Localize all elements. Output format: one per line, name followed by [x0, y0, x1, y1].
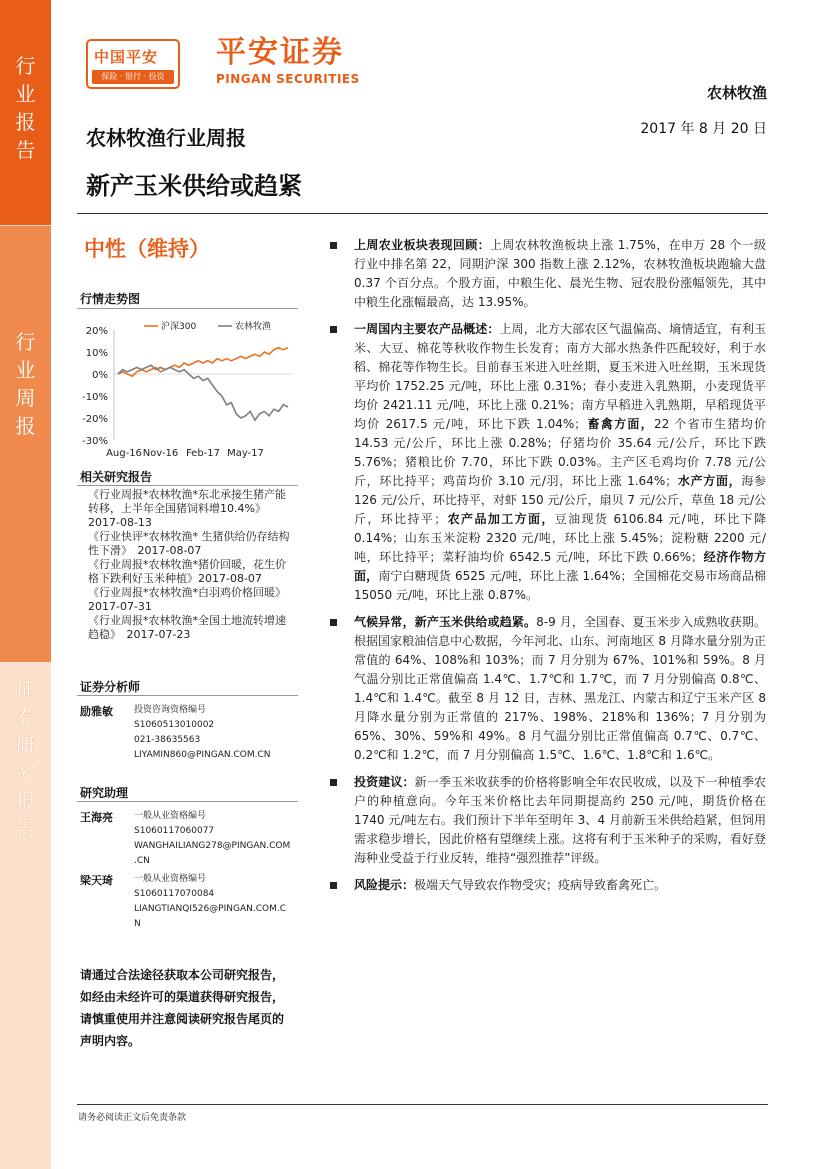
- assistant-title: 研究助理: [80, 786, 129, 800]
- sidebar-char: 报: [15, 414, 36, 438]
- assistant-email-cont: N: [134, 919, 141, 929]
- assistant-cert-label: 一般从业资格编号: [134, 811, 207, 821]
- sidebar-char: 报: [15, 789, 36, 813]
- y-tick-label: 20%: [85, 326, 108, 337]
- sidebar: [0, 0, 51, 1169]
- sidebar-char: 行: [15, 330, 36, 354]
- assistant-name: 梁天琦: [80, 874, 113, 887]
- assistant-cert-no: S1060117070084: [134, 889, 215, 899]
- assistant-cert-label: 一般从业资格编号: [134, 874, 207, 884]
- trend-divider: [77, 308, 298, 309]
- y-tick-label: 10%: [85, 348, 108, 359]
- bullet-subhead: 畜禽方面，: [586, 417, 654, 431]
- brand-cn: 平安证券: [216, 35, 344, 70]
- bullet-text: 新一季玉米收获季的价格将影响全年农民收成，以及下一种植季农户的种植意向。今年玉米价格比去年同期提高约 250 元/吨，期货价格在 1740 元/吨左右。我们预计下半年至明年 3、4 月前新玉米供给趋紧，但饲用需求稳步增长，因此价格有望继续上涨。这将有利于玉米种子的采购，看好登海种业受益于行业反转，维持“强烈推荐”评级。: [354, 775, 766, 865]
- sidebar-char: 报: [15, 110, 36, 134]
- x-tick-label: Nov-16: [142, 448, 179, 459]
- y-tick-label: -20%: [82, 414, 108, 425]
- series-line-agri: [118, 365, 288, 420]
- summary-bullets: [330, 236, 766, 903]
- sidebar-char: 告: [15, 817, 36, 841]
- bullet-lead: 投资建议：: [354, 775, 415, 789]
- bullet-square-icon: [330, 326, 337, 333]
- bullet-square-icon: [330, 882, 337, 889]
- x-tick-label: Feb-17: [185, 448, 221, 459]
- headline: 新产玉米供给或趋紧: [86, 172, 302, 200]
- bullet-square-icon: [330, 779, 337, 786]
- pingan-logo: [86, 39, 180, 89]
- trend-title: 行情走势图: [80, 292, 141, 306]
- analyst-name: 励雅敏: [80, 705, 113, 718]
- sidebar-char: 周: [15, 386, 36, 410]
- analyst-info: [134, 703, 271, 763]
- legend-label: 农林牧渔: [235, 322, 272, 332]
- related-report-item[interactable]: 《行业快评*农林牧渔* 生猪供给仍存结构性下滑》 2017-08-07: [88, 530, 290, 557]
- bullet-lead: 一周国内主要农产品概述：: [354, 322, 500, 336]
- bullet-lead: 气候异常，新产玉米供给或趋紧。: [354, 615, 537, 629]
- sidebar-char: 研: [15, 733, 36, 757]
- summary-bullet: [330, 320, 766, 605]
- bullet-lead: 风险提示：: [354, 878, 415, 892]
- analyst-phone: 021-38635563: [134, 735, 201, 745]
- assistant-name: 王海亮: [80, 811, 113, 824]
- brand-en: PINGAN SECURITIES: [216, 72, 360, 86]
- x-tick-label: May-17: [227, 448, 264, 459]
- bullet-subhead: 水产方面，: [677, 474, 742, 488]
- sidebar-char: 行: [15, 54, 36, 78]
- y-tick-label: 0%: [92, 370, 108, 381]
- series-line-hs300: [118, 348, 288, 377]
- footer-disclaimer[interactable]: 请务必阅读正文后免责条款: [78, 1113, 187, 1123]
- header-divider: [77, 213, 768, 214]
- bullet-text: 极端天气导致农作物受灾；疫病导致畜禽死亡。: [414, 878, 667, 892]
- assistant-email[interactable]: WANGHAILIANG278@PINGAN.COM: [134, 841, 291, 851]
- bullet-lead: 上周农业板块表现回顾：: [354, 238, 490, 252]
- sidebar-block-research: [0, 663, 51, 1169]
- bullet-subhead: 农产品加工方面，: [446, 512, 555, 526]
- assistant-email[interactable]: LIANGTIANQI526@PINGAN.COM.C: [134, 904, 286, 914]
- summary-bullet: [330, 613, 766, 765]
- sidebar-block-industry-report: [0, 0, 51, 225]
- bullet-text: 上周农林牧渔板块上涨 1.75%，在申万 28 个一级行业中排名第 22，同期沪深 300 指数上涨 2.12%，农林牧渔板块跑输大盘 0.37 个百分点。个股方面，中粮生化、晨光生物、冠农股份涨幅领先，其中中粮生化涨幅最高，达 13.95%。: [354, 238, 766, 309]
- summary-bullet: [330, 773, 766, 868]
- related-reports: [88, 488, 292, 642]
- summary-bullet: [330, 876, 766, 895]
- report-date: 2017 年 8 月 20 日: [640, 121, 767, 137]
- sidebar-char: 业: [15, 82, 36, 106]
- related-divider: [77, 485, 298, 486]
- bullet-text: 22 个省市生猪均价 14.53 元/公斤，环比上涨 0.28%；仔猪均价 35.64 元/公斤，环比下跌 5.76%；猪粮比价 7.70，环比下跌 0.03%。主产区毛鸡均价 7.78 元/公斤，环比持平；鸡苗均价 3.10 元/羽，环比上涨 1.64%；: [354, 417, 766, 488]
- analyst-cert-label: 投资咨询资格编号: [134, 705, 207, 715]
- y-tick-label: -30%: [82, 436, 108, 447]
- sidebar-char: 业: [15, 358, 36, 382]
- footer-divider: [77, 1104, 768, 1105]
- bullet-square-icon: [330, 619, 337, 626]
- assistant-info: [134, 809, 290, 869]
- bullet-text: 豆油现货 6106.84 元/吨，环比下降 0.14%；山东玉米淀粉 2320 元/吨，环比上涨 5.45%；淀粉糖 2200 元/吨，环比持平；菜籽油均价 6542.5 元/吨，环比下跌 0.66%；: [354, 512, 766, 564]
- assistant-cert-no: S1060117060077: [134, 826, 215, 836]
- sidebar-block-weekly: [0, 226, 51, 662]
- bullet-text: 海参 126 元/公斤，环比持平，对虾 150 元/公斤，扇贝 7 元/公斤，草鱼 18 元/公斤，环比持平；: [354, 474, 766, 526]
- related-report-item[interactable]: 《行业周报*农林牧渔*白羽鸡价格回暖》 2017-07-31: [88, 586, 292, 613]
- logo-slogan: 保险 · 银行 · 投资: [92, 70, 174, 84]
- analyst-cert-no: S1060513010002: [134, 720, 215, 730]
- related-title: 相关研究报告: [80, 470, 153, 484]
- bullet-square-icon: [330, 242, 337, 249]
- trend-chart: [78, 318, 298, 463]
- sector-label: 农林牧渔: [706, 84, 767, 102]
- analyst-divider: [77, 695, 298, 696]
- sidebar-char: 告: [15, 138, 36, 162]
- sidebar-char: 券: [15, 705, 36, 729]
- related-report-item[interactable]: 《行业周报*农林牧渔*猪价回暖，花生价格下跌利好玉米种植》2017-08-07: [88, 558, 286, 585]
- bullet-subhead: 经济作物方面，: [354, 550, 766, 583]
- related-report-item[interactable]: 《行业周报*农林牧渔*全国土地流转增速趋稳》 2017-07-23: [88, 614, 286, 641]
- related-report-item[interactable]: 《行业周报*农林牧渔*东北承接生猪产能转移，上半年全国猪饲料增10.4%》 2017-08-13: [88, 488, 286, 529]
- summary-bullet: [330, 236, 766, 312]
- sidebar-char: 究: [15, 761, 36, 785]
- logo-text: 中国平安: [94, 48, 159, 66]
- bullet-text: 上周，北方大部农区气温偏高、墒情适宜，有利玉米、大豆、棉花等秋收作物生长发育；南方大部水热条件匹配较好，利于水稻、棉花等作物生长。目前春玉米进入吐丝期，夏玉米进入吐丝期，玉米现货平均价 1752.25 元/吨，环比上涨 0.31%；春小麦进入乳熟期，小麦现货平均价 2421.11 元/吨，环比上涨 0.21%；南方早稻进入乳熟期，早稻现货平均价 2617.5 元/吨，环比下跌 1.04%；: [354, 322, 766, 431]
- assistant-info: [134, 872, 286, 932]
- report-type: 农林牧渔行业周报: [86, 126, 246, 150]
- assistant-email-cont: .CN: [134, 856, 150, 866]
- brand-logo: [216, 36, 360, 86]
- rating: 中性（维持）: [84, 237, 210, 261]
- analyst-title: 证券分析师: [80, 680, 141, 694]
- bullet-text: 8-9 月，全国春、夏玉米步入成熟收获期。根据国家粮油信息中心数据，今年河北、山东、河南地区 8 月降水量分别为正常值的 64%、108%和 103%；而 7 月分别为 67%、101%和 59%。8 月气温分别比正常值偏高 1.4℃、1.7℃和 1.7℃，而 7 月分别偏高 0.8℃、1.4℃和 1.4℃。截至 8 月 12 日，吉林、黑龙江、内蒙古和辽宁玉米产区 8 月降水量分别为正常值的 217%、198%、218%和 136%；7 月分别为 65%、30%、59%和 49%。8 月气温分别比正常值偏高 0.7℃、0.7℃、0.2℃和 1.2℃，而 7 月分别偏高 1.5℃、1.6℃、1.8℃和 1.6℃。: [354, 615, 766, 762]
- sidebar-char: 证: [15, 677, 36, 701]
- analyst-email[interactable]: LIYAMIN860@PINGAN.COM.CN: [134, 750, 271, 760]
- legend-label: 沪深300: [161, 322, 197, 332]
- legal-notice: 请通过合法途径获取本公司研究报告，如经由未经许可的渠道获得研究报告，请慎重使用并注意阅读研究报告尾页的声明内容。: [80, 968, 285, 1048]
- y-tick-label: -10%: [82, 392, 108, 403]
- assistant-divider: [77, 801, 298, 802]
- bullet-text: 南宁白糖现货 6525 元/吨，环比上涨 1.64%；全国棉花交易市场商品棉 15050 元/吨，环比上涨 0.87%。: [354, 569, 766, 602]
- x-tick-label: Aug-16: [106, 448, 142, 459]
